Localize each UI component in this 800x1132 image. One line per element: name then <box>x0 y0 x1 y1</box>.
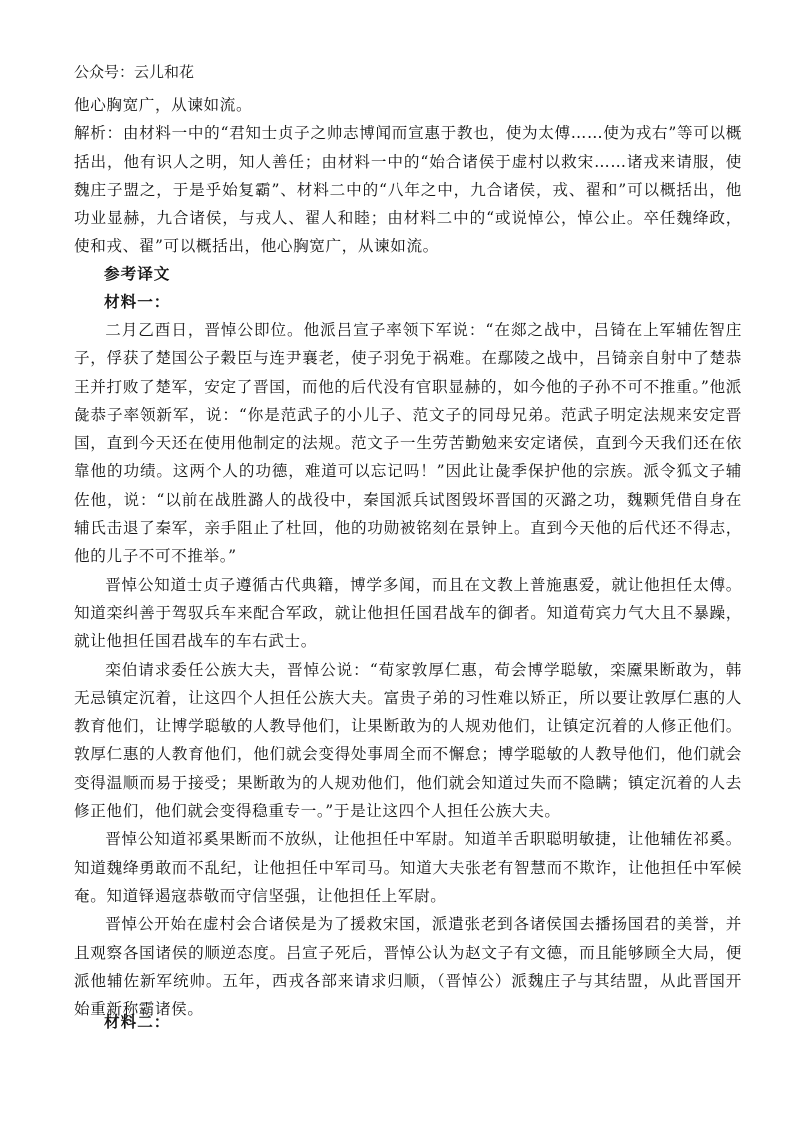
translation-paragraph: 二月乙酉日，晋悼公即位。他派吕宣子率领下军说：“在郯之战中，吕锜在上军辅佐智庄子，俘获了楚国公子穀臣与连尹襄老，使子羽免于祸难。在鄢陵之战中，吕锜亲自射中了楚恭王并打败了楚军，安定了晋国，而他的后代没有官职显赫的，如今他的子孙不可不推重。”他派彘恭子率领新军，说：“你是范武子的小儿子、范文子的同母兄弟。范武子明定法规来安定晋国，直到今天还在使用他制定的法规。范文子一生劳苦勤勉来安定诸侯，直到今天我们还在依靠他的功绩。这两个人的功德，难道可以忘记吗！”因此让彘季保护他的宗族。派令狐文子辅佐他，说：“以前在战胜潞人的战役中，秦国派兵试图毁坏晋国的灭潞之功，魏颗凭借自身在辅氏击退了秦军，亲手阻止了杜回，他的功勋被铭刻在景钟上。直到今天他的后代还不得志，他的儿子不可不推举。” <box>74 321 742 566</box>
translation-title: 参考译文 <box>104 265 171 283</box>
translation-paragraph: 栾伯请求委任公族大夫，晋悼公说：“荀家敦厚仁惠，荀会博学聪敏，栾黡果断敢为，韩无忌镇定沉着，让这四个人担任公族大夫。富贵子弟的习性难以矫正，所以要让敦厚仁惠的人教育他们，让博学聪敏的人教导他们，让果断敢为的人规劝他们，让镇定沉着的人修正他们。敦厚仁惠的人教育他们，他们就会变得处事周全而不懈怠；博学聪敏的人教导他们，他们就会变得温顺而易于接受；果断敢为的人规劝他们，他们就会知道过失而不隐瞒；镇定沉着的人去修正他们，他们就会变得稳重专一。”于是让这四个人担任公族大夫。 <box>74 660 742 821</box>
translation-paragraph: 晋悼公知道士贞子遵循古代典籍，博学多闻，而且在文教上普施惠爱，就让他担任太傅。知道栾纠善于驾驭兵车来配合军政，就让他担任国君战车的御者。知道荀宾力气大且不暴躁，就让他担任国君战车的车右武士。 <box>74 575 742 651</box>
header-account-label: 公众号：云儿和花 <box>74 63 195 81</box>
material1-label: 材料一： <box>104 293 171 311</box>
material2-label: 材料二： <box>104 1013 171 1031</box>
answer-section <box>74 91 742 261</box>
analysis-paragraph: 解析：由材料一中的“君知士贞子之帅志博闻而宣惠于教也，使为太傅……使为戎右”等可以概括出，他有识人之明，知人善任；由材料一中的“始合诸侯于虚村以救宋……诸戎来请服，使魏庄子盟之，于是乎始复霸”、材料二中的“八年之中，九合诸侯，戎、翟和”可以概括出，他功业显赫，九合诸侯，与戎人、翟人和睦；由材料二中的“或说悼公，悼公止。卒任魏绛政，使和戎、翟”可以概括出，他心胸宽广，从谏如流。 <box>74 124 742 256</box>
translation-body <box>74 316 742 1023</box>
translation-paragraph: 晋悼公知道祁奚果断而不放纵，让他担任中军尉。知道羊舌职聪明敏捷，让他辅佐祁奚。知道魏绛勇敢而不乱纪，让他担任中军司马。知道大夫张老有智慧而不欺诈，让他担任中军候奄。知道铎遏寇恭敬而守信坚强，让他担任上军尉。 <box>74 830 742 905</box>
answer-line: 他心胸宽广，从谏如流。 <box>74 96 253 114</box>
translation-paragraph: 晋悼公开始在虚村会合诸侯是为了援救宋国，派遣张老到各诸侯国去播扬国君的美誉，并且观察各国诸侯的顺逆态度。吕宣子死后，晋悼公认为赵文子有文德，而且能够顾全大局，便派他辅佐新军统帅。五年，西戎各部来请求归顺，（晋悼公）派魏庄子与其结盟，从此晋国开始重新称霸诸侯。 <box>74 915 742 1019</box>
